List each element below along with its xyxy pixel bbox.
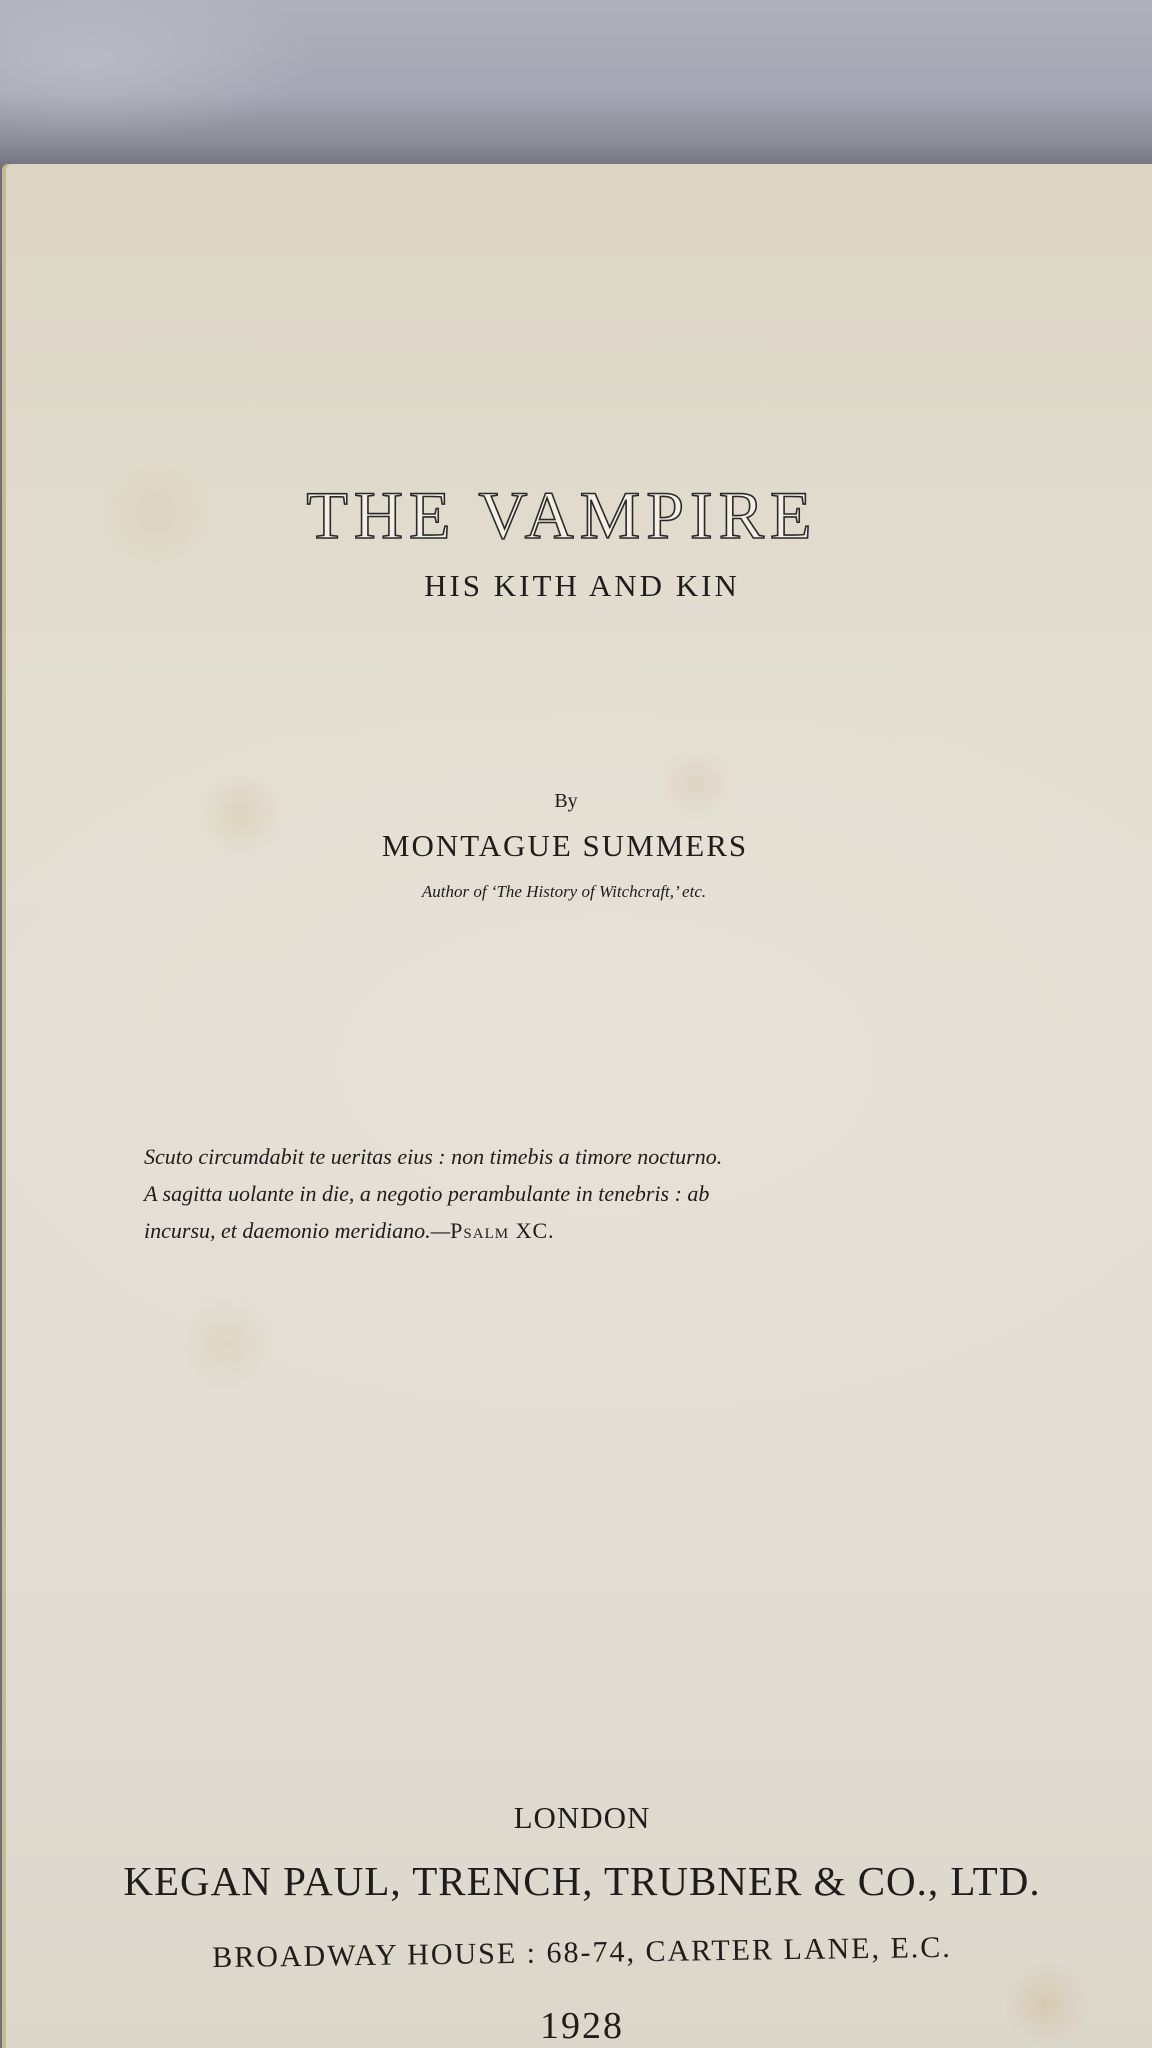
author-note: Author of ‘The History of Witchcraft,’ etc. (421, 882, 707, 901)
book-subtitle: HIS KITH AND KIN (424, 568, 740, 603)
epigraph-line-text: incursu, et daemonio meridiano.— (144, 1218, 451, 1243)
book-title: THE VAMPIRE (306, 477, 818, 553)
epigraph-line: A sagitta uolante in die, a negotio perambulante in tenebris : ab (144, 1181, 710, 1206)
imprint-city: LONDON (513, 1800, 651, 1835)
imprint-address: BROADWAY HOUSE : 68-74, CARTER LANE, E.C. (211, 1930, 953, 1975)
by-label: By (554, 790, 578, 812)
cloth-backdrop (0, 0, 1152, 170)
epigraph-line: Scuto circumdabit te ueritas eius : non timebis a timore nocturno. (144, 1144, 723, 1169)
epigraph-citation: Psalm XC. (450, 1218, 555, 1243)
imprint-publisher: KEGAN PAUL, TRENCH, TRUBNER & CO., LTD. (123, 1858, 1041, 1904)
author-name: MONTAGUE SUMMERS (381, 828, 749, 863)
epigraph (144, 1138, 1044, 1249)
imprint-year: 1928 (540, 2005, 624, 2047)
epigraph-line-last (144, 1212, 1044, 1249)
title-page (6, 164, 1152, 2048)
